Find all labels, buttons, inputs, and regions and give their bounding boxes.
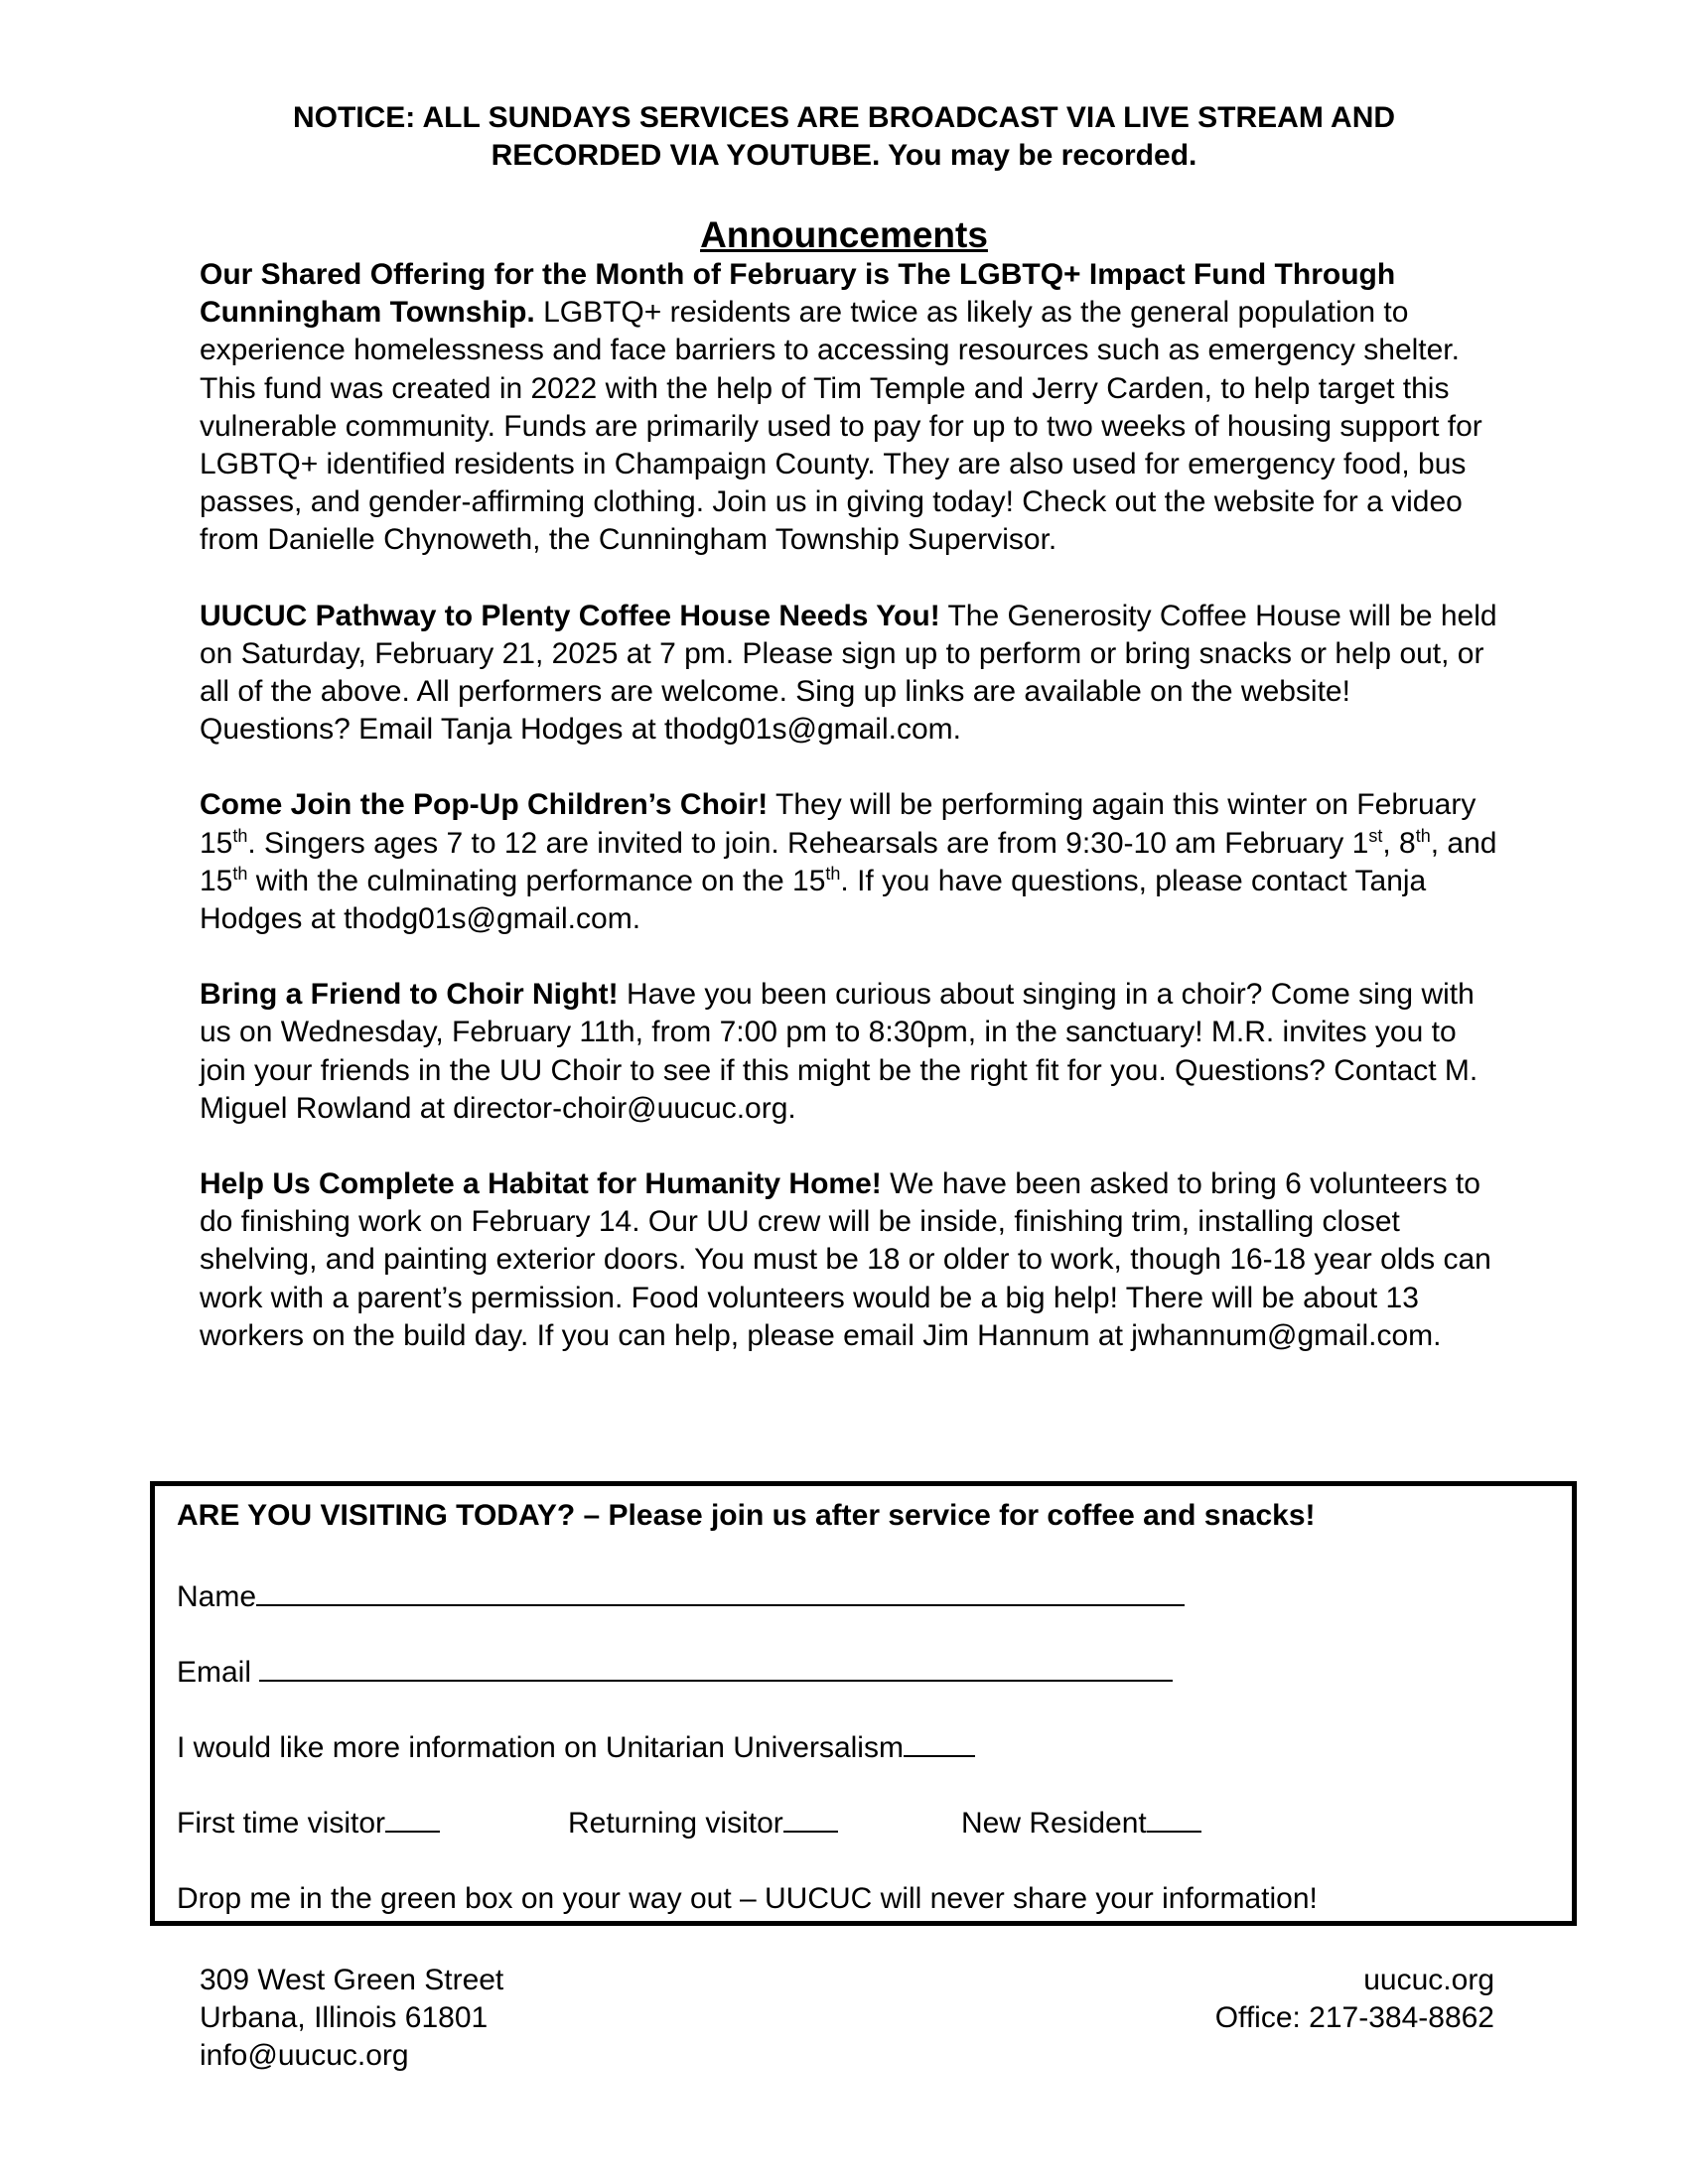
visitor-form [150,1481,1577,1926]
name-field[interactable] [256,1578,1185,1606]
email-label: Email [177,1656,252,1689]
returning-checkbox[interactable] [783,1805,838,1833]
announcement-title: UUCUC Pathway to Plenty Coffee House Needs You! [200,599,940,632]
first-time-label: First time visitor [177,1807,385,1840]
info-checkbox[interactable] [904,1729,975,1757]
name-label: Name [177,1580,257,1613]
announcement-choir-night [200,976,1500,1128]
announcement-title: Help Us Complete a Habitat for Humanity Home! [200,1167,882,1201]
address-line-2: Urbana, Illinois 61801 [200,2001,489,2034]
office-phone: Office: 217-384-8862 [1214,2001,1494,2034]
visitor-form-footer: Drop me in the green box on your way out – UUCUC will never share your information! [177,1882,1318,1915]
new-resident-row [961,1805,1201,1843]
new-resident-checkbox[interactable] [1147,1805,1201,1833]
visitor-form-title: ARE YOU VISITING TODAY? – Please join us after service for coffee and snacks! [177,1499,1316,1532]
contact-email[interactable]: info@uucuc.org [200,2039,409,2072]
notice-line-2: RECORDED VIA YOUTUBE. You may be recorded. [491,139,1197,172]
email-field[interactable] [259,1654,1173,1682]
first-time-checkbox[interactable] [385,1805,440,1833]
returning-row [568,1805,838,1843]
announcement-habitat [200,1165,1500,1355]
announcement-body: We have been asked to bring 6 volunteers to do finishing work on February 14. Our UU crew will be inside, finishing trim, installing closet shelving, and painting exterior doors. You must be 18 or older to work, though 16-18 year olds can work with a parent’s permission. Food volunteers would be a big help! There will be about 13 workers on the build day. If you can help, please email Jim Hannum at jwhannum@gmail.com. [200,1167,1491,1352]
new-resident-label: New Resident [961,1807,1147,1840]
announcement-coffee-house [200,598,1500,750]
address-line-1: 309 West Green Street [200,1964,504,1996]
announcement-childrens-choir [200,786,1500,938]
website-link[interactable]: uucuc.org [1363,1964,1494,1996]
ordinal-suffix: th [232,825,248,846]
announcement-shared-offering [200,256,1500,560]
email-row [177,1654,1173,1692]
page-title: Announcements [700,214,988,255]
info-row [177,1729,975,1767]
announcement-body: . If you have questions, please contact Tanja Hodges at thodg01s@gmail.com. [200,864,1427,936]
ordinal-suffix: th [232,863,248,884]
notice-line-1: NOTICE: ALL SUNDAYS SERVICES ARE BROADCAST VIA LIVE STREAM AND [292,101,1396,134]
announcement-title: Our Shared Offering for the Month of February is The LGBTQ+ Impact Fund Through Cunningham Township. [200,258,1396,330]
announcement-body: . Singers ages 7 to 12 are invited to join. Rehearsals are from 9:30-10 am February 1 [247,826,1369,860]
announcement-body: Have you been curious about singing in a choir? Come sing with us on Wednesday, February 11th, from 7:00 pm to 8:30pm, in the sanctuary! M.R. invites you to join your friends in the UU Choir to see if this might be the right fit for you. Questions? Contact M. Miguel Rowland at director-choir@uucuc.org. [200,978,1478,1125]
announcement-body: , and 15 [200,826,1497,897]
announcement-body: , 8 [1382,826,1416,860]
ordinal-suffix: th [825,863,841,884]
returning-label: Returning visitor [568,1807,783,1840]
announcement-body: with the culminating performance on the 15 [247,864,826,897]
announcement-title: Bring a Friend to Choir Night! [200,978,619,1012]
announcement-title: Come Join the Pop-Up Children’s Choir! [200,788,769,822]
info-label: I would like more information on Unitarian Universalism [177,1731,904,1764]
announcement-body: LGBTQ+ residents are twice as likely as the general population to experience homelessness and face barriers to accessing resources such as emergency shelter. This fund was created in 2022 with the help of Tim Temple and Jerry Carden, to help target this vulnerable community. Funds are primarily used to pay for up to two weeks of housing support for LGBTQ+ identified residents in Champaign County. They are also used for emergency food, bus passes, and gender-affirming clothing. Join us in giving today! Check out the website for a video from Danielle Chynoweth, the Cunningham Township Supervisor. [200,296,1482,557]
broadcast-notice [139,99,1549,175]
first-time-row [177,1805,440,1843]
footer-address [200,1962,503,2075]
announcements-list [200,256,1500,1393]
ordinal-suffix: st [1368,825,1383,846]
footer-contact [1215,1962,1494,2037]
ordinal-suffix: th [1415,825,1431,846]
announcement-body: The Generosity Coffee House will be held on Saturday, February 21, 2025 at 7 pm. Please sign up to perform or bring snacks or help out, or all of the above. All performers are welcome. Sing up links are available on the website! Questions? Email Tanja Hodges at thodg01s@gmail.com. [200,599,1497,747]
name-row [177,1578,1185,1616]
announcement-body: They will be performing again this winter on February 15 [200,788,1477,860]
